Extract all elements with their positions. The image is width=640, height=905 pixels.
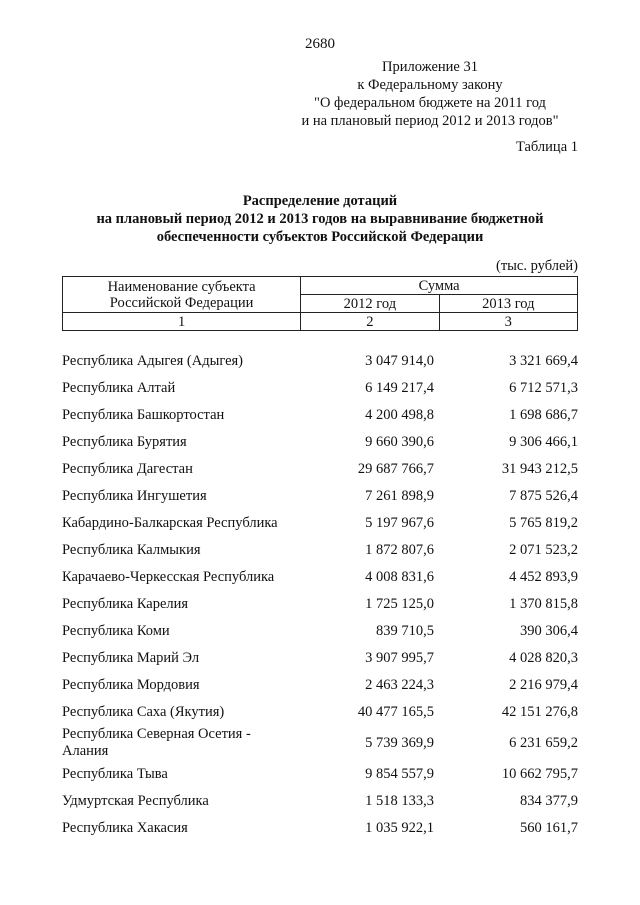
table-row bbox=[62, 645, 578, 672]
value-2013: 1 370 815,8 bbox=[509, 596, 578, 612]
value-2012: 839 710,5 bbox=[376, 623, 434, 639]
table-row bbox=[62, 618, 578, 645]
header-year-2013: 2013 год bbox=[439, 295, 577, 313]
table-row bbox=[62, 726, 578, 761]
header-name-line1: Наименование субъекта bbox=[107, 278, 256, 295]
value-2013: 5 765 819,2 bbox=[509, 515, 578, 531]
value-2012: 9 854 557,9 bbox=[365, 766, 434, 782]
table-row bbox=[62, 510, 578, 537]
header-year-2012: 2012 год bbox=[301, 295, 439, 313]
appendix-header bbox=[230, 58, 630, 130]
table-row bbox=[62, 699, 578, 726]
value-2013: 390 306,4 bbox=[520, 623, 578, 639]
region-name bbox=[62, 726, 302, 760]
region-name: Республика Бурятия bbox=[62, 434, 187, 450]
title-line: на плановый период 2012 и 2013 годов на выравнивание бюджетной bbox=[96, 211, 544, 227]
value-2012: 6 149 217,4 bbox=[365, 380, 434, 396]
value-2012: 5 197 967,6 bbox=[365, 515, 434, 531]
region-name: Удмуртская Республика bbox=[62, 793, 209, 809]
appendix-line: "О федеральном бюджете на 2011 год bbox=[314, 95, 546, 111]
region-name: Республика Алтай bbox=[62, 380, 176, 396]
region-name-line2: Алания bbox=[62, 743, 109, 759]
table-row bbox=[62, 537, 578, 564]
table-row bbox=[62, 456, 578, 483]
units-label: (тыс. рублей) bbox=[496, 258, 578, 274]
value-2013: 2 216 979,4 bbox=[509, 677, 578, 693]
table-row bbox=[62, 402, 578, 429]
region-name: Республика Карелия bbox=[62, 596, 189, 612]
value-2013: 42 151 276,8 bbox=[501, 704, 578, 720]
value-2013: 9 306 466,1 bbox=[509, 434, 578, 450]
table-body bbox=[62, 348, 578, 842]
region-name: Республика Калмыкия bbox=[62, 542, 201, 558]
appendix-line: к Федеральному закону bbox=[357, 77, 503, 93]
value-2013: 834 377,9 bbox=[520, 793, 578, 809]
region-name: Республика Хакасия bbox=[62, 820, 188, 836]
table-row bbox=[62, 815, 578, 842]
value-2012: 29 687 766,7 bbox=[357, 461, 434, 477]
region-name: Кабардино-Балкарская Республика bbox=[62, 515, 278, 531]
region-name: Республика Адыгея (Адыгея) bbox=[62, 353, 244, 369]
header-sum-cell: Сумма bbox=[301, 277, 578, 295]
table-row bbox=[62, 672, 578, 699]
value-2013: 4 452 893,9 bbox=[509, 569, 578, 585]
table-row bbox=[62, 564, 578, 591]
table-row bbox=[62, 348, 578, 375]
header-col-number: 2 bbox=[301, 313, 439, 331]
value-2012: 1 872 807,6 bbox=[365, 542, 434, 558]
value-2012: 3 047 914,0 bbox=[365, 353, 434, 369]
header-name-line2: Российской Федерации bbox=[109, 294, 254, 311]
region-name-line1: Республика Северная Осетия - bbox=[62, 726, 251, 742]
value-2013: 10 662 795,7 bbox=[501, 766, 578, 782]
appendix-line: и на плановый период 2012 и 2013 годов" bbox=[301, 113, 559, 129]
table-row bbox=[62, 788, 578, 815]
value-2012: 4 200 498,8 bbox=[365, 407, 434, 423]
title-line: Распределение дотаций bbox=[242, 193, 398, 209]
table-row bbox=[62, 591, 578, 618]
region-name: Республика Башкортостан bbox=[62, 407, 225, 423]
region-name: Республика Тыва bbox=[62, 766, 168, 782]
value-2013: 560 161,7 bbox=[520, 820, 578, 836]
page-number: 2680 bbox=[305, 36, 335, 52]
value-2012: 7 261 898,9 bbox=[365, 488, 434, 504]
value-2012: 4 008 831,6 bbox=[365, 569, 434, 585]
value-2012: 40 477 165,5 bbox=[357, 704, 434, 720]
value-2012: 9 660 390,6 bbox=[365, 434, 434, 450]
table-row bbox=[62, 483, 578, 510]
value-2013: 6 712 571,3 bbox=[509, 380, 578, 396]
header-name-cell bbox=[63, 277, 301, 313]
region-name: Республика Саха (Якутия) bbox=[62, 704, 225, 720]
region-name: Республика Дагестан bbox=[62, 461, 193, 477]
table-row bbox=[62, 429, 578, 456]
value-2013: 7 875 526,4 bbox=[509, 488, 578, 504]
region-name: Республика Мордовия bbox=[62, 677, 200, 693]
value-2013: 3 321 669,4 bbox=[509, 353, 578, 369]
header-col-number: 1 bbox=[63, 313, 301, 331]
value-2013: 6 231 659,2 bbox=[509, 735, 578, 751]
region-name: Республика Коми bbox=[62, 623, 170, 639]
value-2012: 5 739 369,9 bbox=[365, 735, 434, 751]
value-2013: 31 943 212,5 bbox=[501, 461, 578, 477]
value-2012: 1 725 125,0 bbox=[365, 596, 434, 612]
value-2013: 2 071 523,2 bbox=[509, 542, 578, 558]
value-2012: 3 907 995,7 bbox=[365, 650, 434, 666]
region-name: Республика Ингушетия bbox=[62, 488, 207, 504]
value-2012: 1 518 133,3 bbox=[365, 793, 434, 809]
value-2012: 1 035 922,1 bbox=[365, 820, 434, 836]
region-name: Карачаево-Черкесская Республика bbox=[62, 569, 275, 585]
value-2013: 4 028 820,3 bbox=[509, 650, 578, 666]
document-title bbox=[0, 192, 640, 246]
table-row bbox=[62, 761, 578, 788]
table-row bbox=[62, 375, 578, 402]
region-name: Республика Марий Эл bbox=[62, 650, 200, 666]
table-label: Таблица 1 bbox=[515, 139, 578, 155]
value-2012: 2 463 224,3 bbox=[365, 677, 434, 693]
title-line: обеспеченности субъектов Российской Федерации bbox=[156, 229, 484, 245]
value-2013: 1 698 686,7 bbox=[509, 407, 578, 423]
appendix-line: Приложение 31 bbox=[382, 59, 478, 75]
table-header bbox=[62, 276, 578, 331]
header-col-number: 3 bbox=[439, 313, 577, 331]
